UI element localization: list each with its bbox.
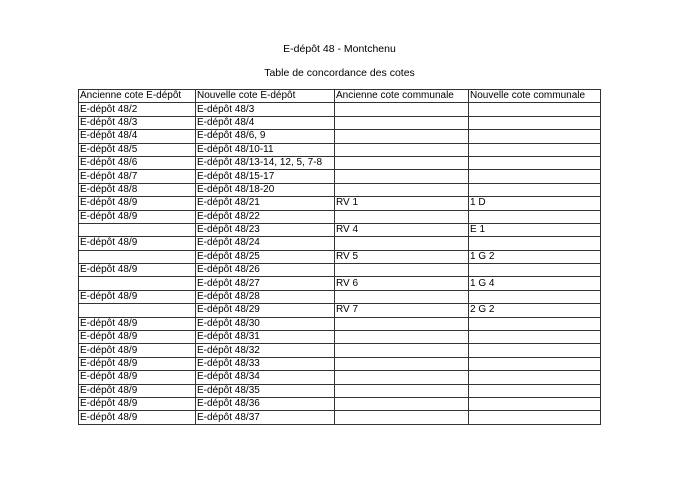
table-row — [79, 170, 601, 183]
table-row — [79, 223, 601, 236]
cell-ancienne-cote-edepot: E-dépôt 48/7 — [79, 170, 196, 183]
cell-ancienne-cote-edepot: E-dépôt 48/9 — [79, 384, 196, 397]
header-ancienne-cote-edepot: Ancienne cote E-dépôt — [79, 90, 196, 103]
cell-ancienne-cote-edepot — [79, 304, 196, 317]
cell-ancienne-cote-communale — [335, 170, 469, 183]
table-row — [79, 237, 601, 250]
table-row — [79, 357, 601, 370]
table-row — [79, 156, 601, 169]
cell-ancienne-cote-edepot: E-dépôt 48/3 — [79, 116, 196, 129]
cell-ancienne-cote-edepot: E-dépôt 48/9 — [79, 411, 196, 424]
table-row — [79, 210, 601, 223]
table-row — [79, 250, 601, 263]
cell-ancienne-cote-communale — [335, 264, 469, 277]
cell-ancienne-cote-edepot: E-dépôt 48/9 — [79, 371, 196, 384]
cell-ancienne-cote-edepot: E-dépôt 48/9 — [79, 237, 196, 250]
cell-nouvelle-cote-edepot: E-dépôt 48/30 — [196, 317, 335, 330]
cell-ancienne-cote-communale — [335, 130, 469, 143]
cell-ancienne-cote-communale — [335, 143, 469, 156]
cell-ancienne-cote-edepot: E-dépôt 48/9 — [79, 264, 196, 277]
cell-nouvelle-cote-communale: 2 G 2 — [469, 304, 601, 317]
cell-nouvelle-cote-communale — [469, 357, 601, 370]
cell-ancienne-cote-edepot: E-dépôt 48/2 — [79, 103, 196, 116]
table-row — [79, 277, 601, 290]
header-nouvelle-cote-edepot: Nouvelle cote E-dépôt — [196, 90, 335, 103]
cell-nouvelle-cote-edepot: E-dépôt 48/33 — [196, 357, 335, 370]
table-row — [79, 397, 601, 410]
table-row — [79, 290, 601, 303]
table-row — [79, 411, 601, 424]
cell-nouvelle-cote-edepot: E-dépôt 48/31 — [196, 331, 335, 344]
cell-ancienne-cote-edepot: E-dépôt 48/4 — [79, 130, 196, 143]
cell-nouvelle-cote-communale — [469, 344, 601, 357]
cell-nouvelle-cote-communale — [469, 317, 601, 330]
cell-nouvelle-cote-edepot: E-dépôt 48/36 — [196, 397, 335, 410]
cell-nouvelle-cote-edepot: E-dépôt 48/13-14, 12, 5, 7-8 — [196, 156, 335, 169]
cell-nouvelle-cote-edepot: E-dépôt 48/24 — [196, 237, 335, 250]
cell-ancienne-cote-edepot: E-dépôt 48/9 — [79, 317, 196, 330]
table-row — [79, 331, 601, 344]
cell-ancienne-cote-communale: RV 7 — [335, 304, 469, 317]
cell-nouvelle-cote-communale — [469, 331, 601, 344]
cell-ancienne-cote-edepot — [79, 223, 196, 236]
cell-nouvelle-cote-edepot: E-dépôt 48/28 — [196, 290, 335, 303]
cell-nouvelle-cote-edepot: E-dépôt 48/29 — [196, 304, 335, 317]
cell-ancienne-cote-communale — [335, 384, 469, 397]
cell-nouvelle-cote-communale — [469, 384, 601, 397]
cell-ancienne-cote-communale — [335, 290, 469, 303]
cell-nouvelle-cote-communale — [469, 411, 601, 424]
cell-nouvelle-cote-communale — [469, 130, 601, 143]
cell-nouvelle-cote-communale — [469, 116, 601, 129]
table-row — [79, 103, 601, 116]
cell-nouvelle-cote-communale — [469, 237, 601, 250]
table-row — [79, 304, 601, 317]
cell-nouvelle-cote-edepot: E-dépôt 48/37 — [196, 411, 335, 424]
concordance-table — [78, 89, 601, 425]
cell-ancienne-cote-edepot: E-dépôt 48/9 — [79, 357, 196, 370]
cell-ancienne-cote-edepot: E-dépôt 48/9 — [79, 290, 196, 303]
cell-ancienne-cote-edepot: E-dépôt 48/9 — [79, 210, 196, 223]
cell-ancienne-cote-edepot: E-dépôt 48/8 — [79, 183, 196, 196]
cell-ancienne-cote-communale — [335, 317, 469, 330]
cell-ancienne-cote-communale — [335, 116, 469, 129]
table-row — [79, 317, 601, 330]
cell-nouvelle-cote-edepot: E-dépôt 48/34 — [196, 371, 335, 384]
cell-ancienne-cote-edepot: E-dépôt 48/9 — [79, 397, 196, 410]
table-row — [79, 183, 601, 196]
cell-ancienne-cote-edepot — [79, 277, 196, 290]
table-row — [79, 116, 601, 129]
cell-ancienne-cote-communale — [335, 344, 469, 357]
cell-nouvelle-cote-communale — [469, 156, 601, 169]
cell-nouvelle-cote-edepot: E-dépôt 48/15-17 — [196, 170, 335, 183]
cell-nouvelle-cote-communale — [469, 170, 601, 183]
cell-nouvelle-cote-communale — [469, 210, 601, 223]
cell-ancienne-cote-communale — [335, 371, 469, 384]
cell-ancienne-cote-edepot: E-dépôt 48/9 — [79, 344, 196, 357]
document-title: E-dépôt 48 - Montchenu — [283, 43, 396, 55]
cell-ancienne-cote-communale — [335, 183, 469, 196]
table-header-row — [79, 90, 601, 103]
cell-nouvelle-cote-edepot: E-dépôt 48/25 — [196, 250, 335, 263]
cell-nouvelle-cote-edepot: E-dépôt 48/4 — [196, 116, 335, 129]
cell-ancienne-cote-communale — [335, 357, 469, 370]
cell-ancienne-cote-communale — [335, 397, 469, 410]
cell-ancienne-cote-communale: RV 4 — [335, 223, 469, 236]
cell-ancienne-cote-communale — [335, 103, 469, 116]
table-row — [79, 344, 601, 357]
cell-nouvelle-cote-edepot: E-dépôt 48/23 — [196, 223, 335, 236]
cell-ancienne-cote-edepot: E-dépôt 48/9 — [79, 331, 196, 344]
table-row — [79, 264, 601, 277]
header-ancienne-cote-communale: Ancienne cote communale — [335, 90, 469, 103]
cell-ancienne-cote-communale — [335, 156, 469, 169]
table-row — [79, 371, 601, 384]
cell-ancienne-cote-edepot: E-dépôt 48/6 — [79, 156, 196, 169]
cell-ancienne-cote-communale: RV 1 — [335, 197, 469, 210]
cell-nouvelle-cote-communale — [469, 183, 601, 196]
cell-ancienne-cote-communale — [335, 237, 469, 250]
cell-ancienne-cote-edepot: E-dépôt 48/9 — [79, 197, 196, 210]
cell-nouvelle-cote-edepot: E-dépôt 48/26 — [196, 264, 335, 277]
cell-nouvelle-cote-communale: 1 D — [469, 197, 601, 210]
cell-nouvelle-cote-communale — [469, 397, 601, 410]
cell-nouvelle-cote-edepot: E-dépôt 48/10-11 — [196, 143, 335, 156]
cell-ancienne-cote-edepot — [79, 250, 196, 263]
table-body — [79, 103, 601, 424]
cell-nouvelle-cote-communale: 1 G 4 — [469, 277, 601, 290]
cell-ancienne-cote-communale: RV 6 — [335, 277, 469, 290]
cell-nouvelle-cote-edepot: E-dépôt 48/18-20 — [196, 183, 335, 196]
cell-nouvelle-cote-communale: 1 G 2 — [469, 250, 601, 263]
table-row — [79, 384, 601, 397]
cell-ancienne-cote-communale — [335, 331, 469, 344]
cell-nouvelle-cote-edepot: E-dépôt 48/35 — [196, 384, 335, 397]
cell-nouvelle-cote-edepot: E-dépôt 48/32 — [196, 344, 335, 357]
cell-nouvelle-cote-edepot: E-dépôt 48/27 — [196, 277, 335, 290]
cell-nouvelle-cote-edepot: E-dépôt 48/3 — [196, 103, 335, 116]
cell-nouvelle-cote-communale — [469, 264, 601, 277]
cell-ancienne-cote-edepot: E-dépôt 48/5 — [79, 143, 196, 156]
cell-ancienne-cote-communale: RV 5 — [335, 250, 469, 263]
cell-nouvelle-cote-edepot: E-dépôt 48/6, 9 — [196, 130, 335, 143]
cell-nouvelle-cote-communale — [469, 103, 601, 116]
cell-ancienne-cote-communale — [335, 210, 469, 223]
cell-nouvelle-cote-communale — [469, 143, 601, 156]
cell-ancienne-cote-communale — [335, 411, 469, 424]
cell-nouvelle-cote-communale — [469, 371, 601, 384]
table-row — [79, 143, 601, 156]
document-subtitle: Table de concordance des cotes — [264, 67, 415, 79]
cell-nouvelle-cote-communale — [469, 290, 601, 303]
table-row — [79, 130, 601, 143]
cell-nouvelle-cote-edepot: E-dépôt 48/21 — [196, 197, 335, 210]
header-nouvelle-cote-communale: Nouvelle cote communale — [469, 90, 601, 103]
table-row — [79, 197, 601, 210]
cell-nouvelle-cote-communale: E 1 — [469, 223, 601, 236]
cell-nouvelle-cote-edepot: E-dépôt 48/22 — [196, 210, 335, 223]
